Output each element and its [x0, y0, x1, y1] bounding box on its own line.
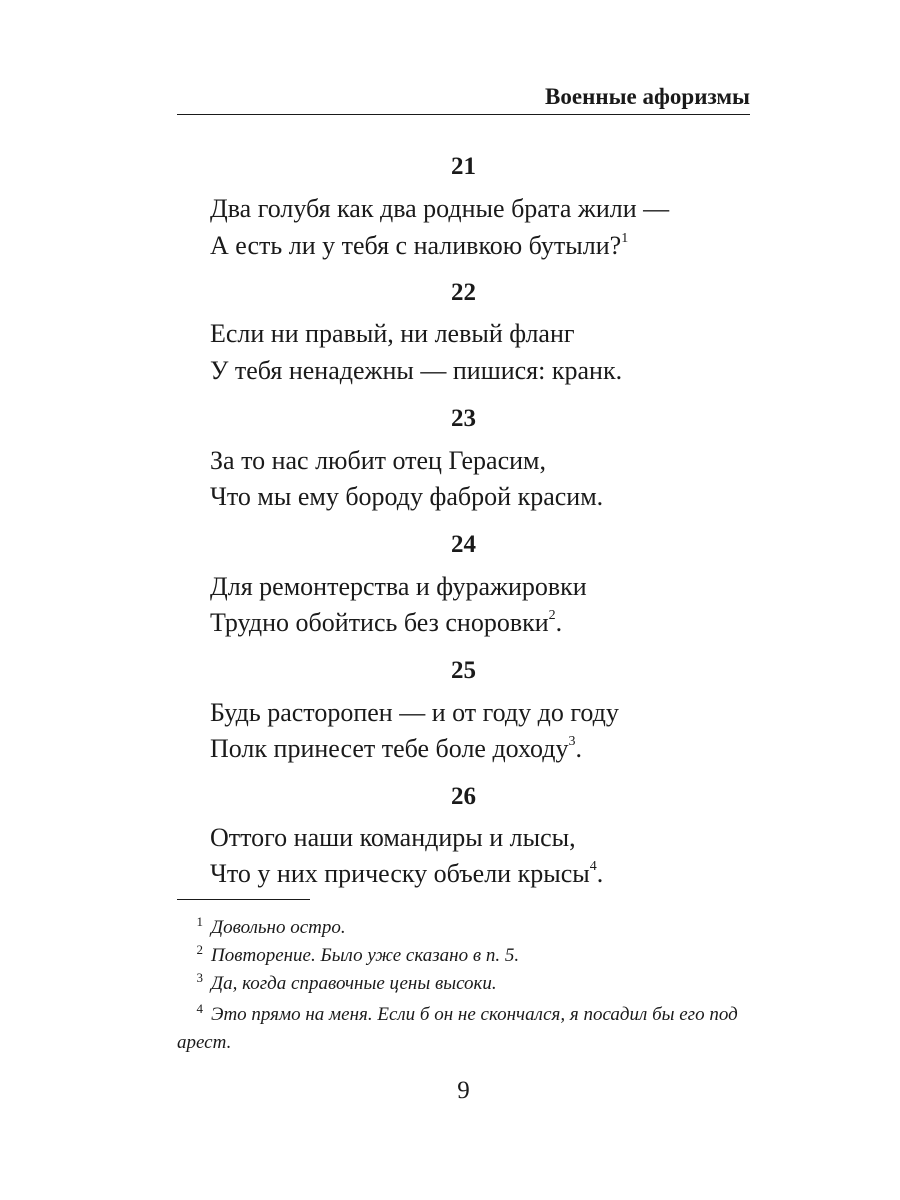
verse-line [210, 608, 562, 638]
footnote-ref: 4 [589, 859, 597, 875]
footnote-text: Да, когда справочные цены высоки. [211, 973, 497, 994]
poem-number: 25 [451, 657, 476, 684]
footnote-text: Повторение. Было уже сказано в п. 5. [211, 945, 520, 966]
verse-punct: . [596, 859, 604, 888]
verse-line [210, 859, 603, 889]
verse-text: Полк принесет тебе боле доходу [210, 734, 569, 763]
poem-number: 24 [451, 531, 476, 558]
poem-number: 22 [451, 279, 476, 306]
footnote-rule [177, 899, 310, 900]
poem-number: 23 [451, 405, 476, 432]
footnote: 4 Это прямо на меня. Если б он не скончался, я посадил бы его под арест. [177, 1000, 738, 1053]
verse-line: Оттого наши командиры и лысы, [210, 823, 576, 852]
verse-text: Трудно обойтись без сноровки [210, 608, 549, 637]
verse-line: У тебя ненадежны — пишися: кранк. [210, 356, 623, 385]
footnote-text: Довольно остро. [211, 917, 346, 938]
running-head: Военные афоризмы [545, 84, 750, 109]
footnote-ref: 2 [548, 608, 556, 624]
verse-line: Что мы ему бороду фаброй красим. [210, 482, 604, 511]
footnote: 1 Довольно остро. [196, 913, 346, 938]
verse-punct: . [555, 608, 563, 637]
verse-line: Два голубя как два родные брата жили — [210, 194, 670, 223]
poem-number: 26 [451, 783, 476, 810]
footnote: 2 Повторение. Было уже сказано в п. 5. [196, 941, 520, 966]
footnote-ref: 1 [621, 231, 629, 247]
footnote-text: Это прямо на меня. Если б он не скончался, я посадил бы его под арест. [177, 1004, 738, 1053]
verse-line: Для ремонтерства и фуражировки [210, 572, 587, 601]
footnote-ref: 3 [568, 734, 576, 750]
page-number: 9 [457, 1077, 470, 1104]
verse-line: Будь расторопен — и от году до году [210, 698, 619, 727]
verse-line [210, 231, 628, 261]
header-rule [177, 114, 750, 115]
footnote: 3 Да, когда справочные цены высоки. [196, 969, 497, 994]
verse-text: А есть ли у тебя с наливкою бутыли? [210, 231, 622, 260]
verse-line: За то нас любит отец Герасим, [210, 446, 546, 475]
verse-punct: . [575, 734, 583, 763]
verse-text: Что у них прическу объели крысы [210, 859, 590, 888]
verse-line: Если ни правый, ни левый фланг [210, 319, 575, 348]
poem-number: 21 [451, 153, 476, 180]
verse-line [210, 734, 582, 764]
